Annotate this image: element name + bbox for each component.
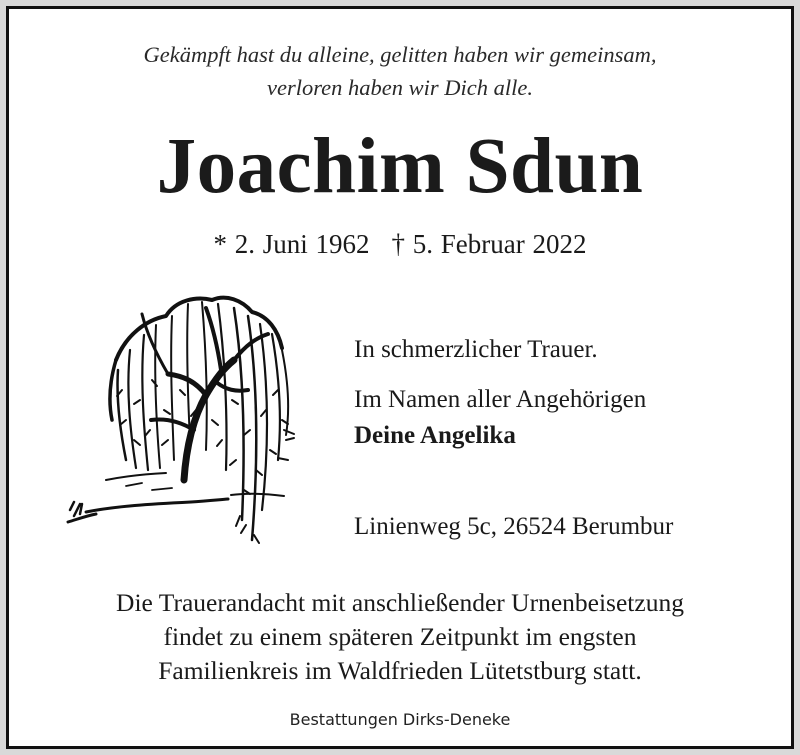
motto <box>0 38 800 104</box>
life-dates <box>0 226 800 262</box>
deceased-name: Joachim Sdun <box>156 123 644 210</box>
mourner-signature: Deine Angelika <box>354 422 516 449</box>
death-date: † 5. Februar 2022 <box>391 229 587 259</box>
ceremony-line-3: Familienkreis im Waldfrieden Lütetstburg statt. <box>158 656 642 685</box>
weeping-willow-icon <box>56 290 296 570</box>
birth-date: * 2. Juni 1962 <box>213 229 370 259</box>
mourning-line-1: In schmerzlicher Trauer. <box>354 336 598 363</box>
ceremony-line-1: Die Trauerandacht mit anschließender Urnenbeisetzung <box>116 588 684 617</box>
motto-line-2: verloren haben wir Dich alle. <box>267 75 533 100</box>
mourning-line-2: Im Namen aller Angehörigen <box>354 386 647 413</box>
ceremony-line-2: findet zu einem späteren Zeitpunkt im engsten <box>163 622 637 651</box>
motto-line-1: Gekämpft hast du alleine, gelitten haben wir gemeinsam, <box>143 42 657 67</box>
address: Linienweg 5c, 26524 Berumbur <box>354 513 674 540</box>
undertaker-name: Bestattungen Dirks-Deneke <box>289 710 511 729</box>
ceremony-notice <box>0 586 800 688</box>
mourning-text <box>354 332 646 454</box>
